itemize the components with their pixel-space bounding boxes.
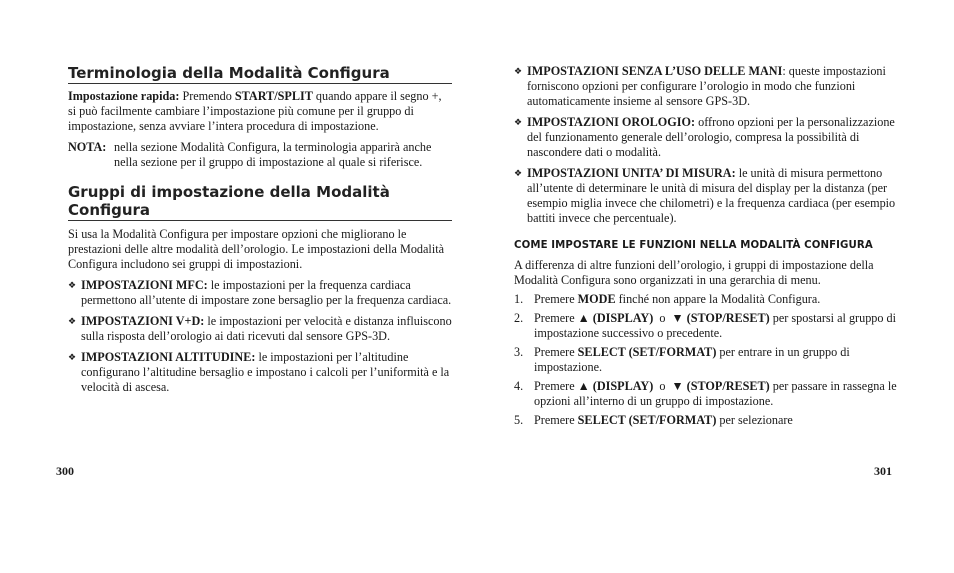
step-text: Premere	[534, 311, 578, 325]
step-item	[514, 292, 898, 307]
list-item	[68, 278, 452, 308]
step-number: 4.	[514, 379, 524, 393]
list-item-label: IMPOSTAZIONI MFC:	[81, 278, 208, 292]
procedure-intro-paragraph: A differenza di altre funzioni dell’orologio, i gruppi di impostazione della Modalità Configura sono organizzati in una gerarchia di menu.	[514, 258, 874, 287]
key-label: ▲ (DISPLAY)	[577, 311, 654, 325]
step-number: 3.	[514, 345, 524, 359]
step-text: o	[653, 311, 672, 325]
start-split-key: START/SPLIT	[234, 89, 313, 103]
list-item-label: IMPOSTAZIONI UNITA’ DI MISURA:	[527, 166, 736, 180]
list-item-text: le impostazioni per velocità e distanza influiscono sulla risposta dell’orologio ai dati ricevuti dal sensore GPS-3D.	[81, 314, 452, 343]
bullet-diamond-icon: ❖	[68, 280, 77, 290]
bullet-diamond-icon: ❖	[68, 352, 77, 362]
step-item	[514, 379, 898, 409]
bullet-diamond-icon: ❖	[514, 66, 523, 76]
quick-setting-label: Impostazione rapida:	[68, 89, 180, 103]
note-label: NOTA:	[68, 140, 107, 154]
step-text: o	[653, 379, 672, 393]
list-item-text: le impostazioni per la frequenza cardiaca permettono all’utente di impostare zone bersaglio per la frequenza cardiaca.	[81, 278, 452, 307]
step-text: per selezionare	[716, 413, 793, 427]
step-text: per spostarsi al gruppo di impostazione successivo o precedente.	[534, 311, 897, 340]
note-block	[68, 140, 452, 170]
step-text: per passare in rassegna le opzioni all’interno di un gruppo di impostazione.	[534, 379, 897, 408]
step-item	[514, 311, 898, 341]
list-item	[514, 64, 898, 109]
bullet-diamond-icon: ❖	[514, 117, 523, 127]
bullet-diamond-icon: ❖	[514, 168, 523, 178]
quick-setting-text: Premendo	[179, 89, 235, 103]
step-number: 5.	[514, 413, 524, 427]
list-item	[68, 314, 452, 344]
step-text: per entrare in un gruppo di impostazione.	[534, 345, 850, 374]
step-item	[514, 413, 898, 428]
key-label: ▼ (STOP/RESET)	[671, 311, 770, 325]
key-label: ▲ (DISPLAY)	[577, 379, 654, 393]
section-heading-terminology: Terminologia della Modalità Configura	[68, 64, 390, 82]
list-item-text: offrono opzioni per la personalizzazione del funzionamento generale dell’orologio, compresa la possibilità di nascondere dati o modalità.	[527, 115, 895, 159]
note-text: nella sezione Modalità Configura, la terminologia apparirà anche nella sezione per il gruppo di impostazione al quale si riferisce.	[114, 140, 432, 169]
quick-setting-paragraph	[68, 89, 452, 134]
procedure-subheading: COME IMPOSTARE LE FUNZIONI NELLA MODALITÀ CONFIGURA	[514, 240, 873, 251]
list-item	[514, 115, 898, 160]
list-item-label: IMPOSTAZIONI V+D:	[81, 314, 205, 328]
key-label: SELECT (SET/FORMAT)	[577, 413, 717, 427]
key-label: ▼ (STOP/RESET)	[671, 379, 770, 393]
step-text: finché non appare la Modalità Configura.	[615, 292, 821, 306]
list-item-text: le impostazioni per l’altitudine configurano l’altitudine bersaglio e impostano i calcoli per l’uniformità e la velocità di ascesa.	[81, 350, 450, 394]
step-text: Premere	[534, 345, 578, 359]
list-item-text: le unità di misura permettono all’utente di determinare le unità di misura del display per la distanza (per esempio miglia invece che chilometri) e la frequenza cardiaca (per esempio battiti invece che percentuale).	[527, 166, 896, 225]
step-item	[514, 345, 898, 375]
step-text: Premere	[534, 413, 578, 427]
list-item-label: IMPOSTAZIONI ALTITUDINE:	[81, 350, 256, 364]
quick-setting-text-cont: quando appare il segno +, si può facilmente cambiare l’impostazione più comune per il gruppo di impostazione, senza avviare l’intera procedura di impostazione.	[68, 89, 442, 133]
step-text: Premere	[534, 292, 578, 306]
groups-intro-paragraph: Si usa la Modalità Configura per impostare opzioni che migliorano le prestazioni delle altre modalità dell’orologio. Le impostazioni della Modalità Configura includono sei gruppi di impostazioni.	[68, 227, 445, 271]
list-item	[514, 166, 898, 226]
list-item-label: IMPOSTAZIONI SENZA L’USO DELLE MANI	[527, 64, 783, 78]
heading-rule	[68, 83, 452, 84]
step-number: 1.	[514, 292, 524, 306]
left-page-column	[68, 64, 452, 395]
section-heading-groups: Gruppi di impostazione della Modalità Configura	[68, 183, 390, 219]
list-item-label: IMPOSTAZIONI OROLOGIO:	[527, 115, 696, 129]
right-page-column	[514, 64, 898, 428]
key-label: MODE	[577, 292, 616, 306]
step-number: 2.	[514, 311, 524, 325]
step-text: Premere	[534, 379, 578, 393]
page-number-left: 300	[56, 464, 74, 478]
bullet-diamond-icon: ❖	[68, 316, 77, 326]
page-number-right: 301	[874, 464, 892, 478]
heading-rule	[68, 220, 452, 221]
key-label: SELECT (SET/FORMAT)	[577, 345, 717, 359]
list-item	[68, 350, 452, 395]
list-item-text: : queste impostazioni forniscono opzioni per configurare l’orologio in modo che funzioni automaticamente insieme al sensore GPS-3D.	[527, 64, 886, 108]
